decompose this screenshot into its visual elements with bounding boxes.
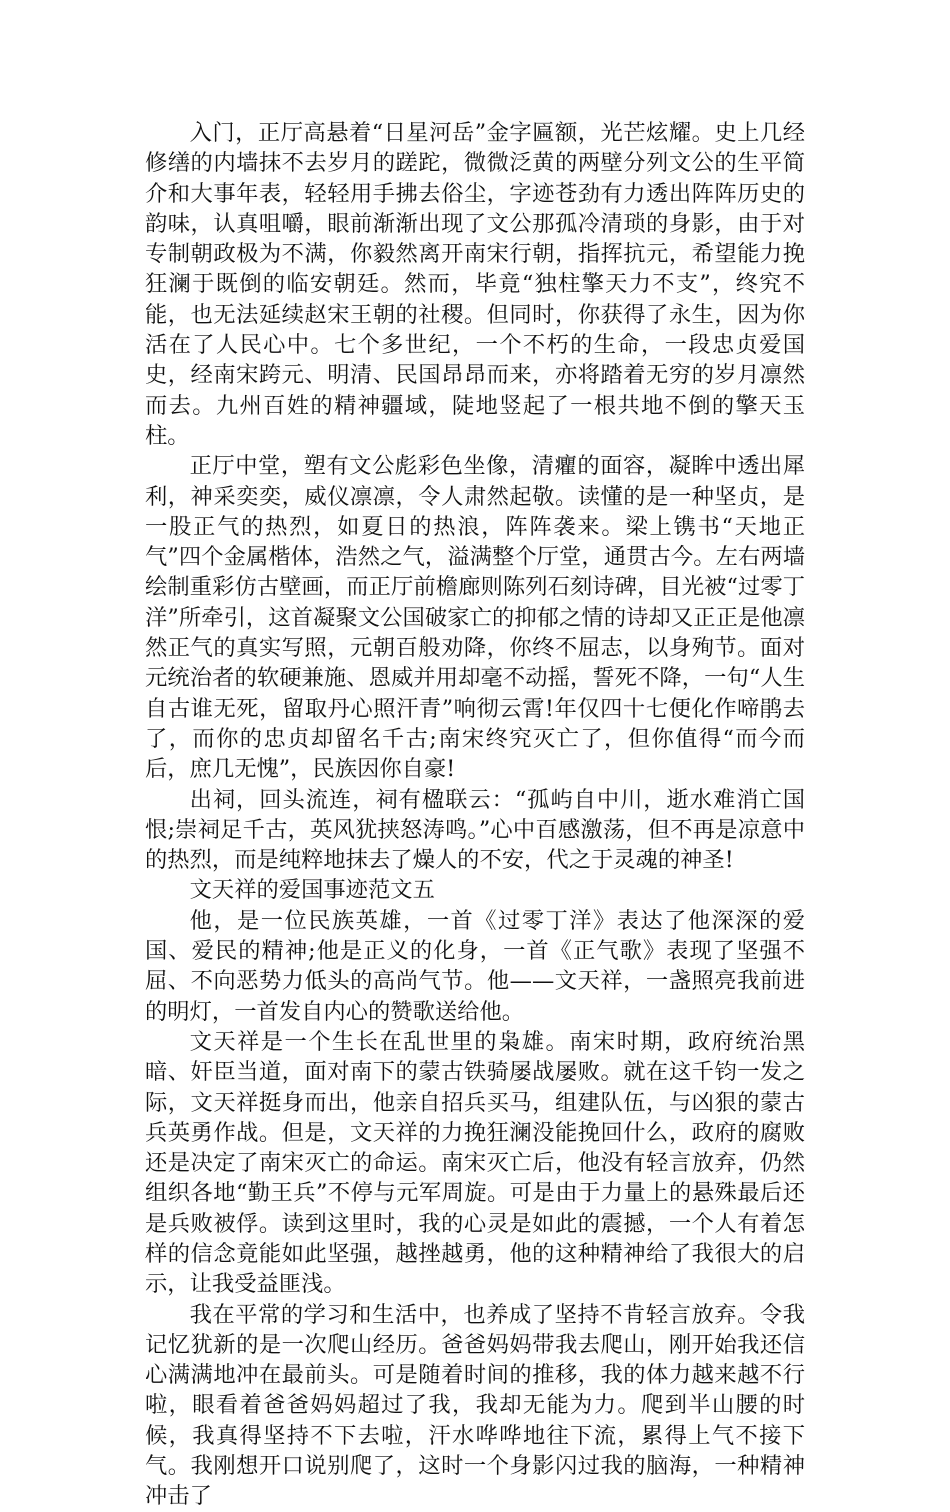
paragraph-mountain-climb: 我在平常的学习和生活中，也养成了坚持不肯轻言放弃。令我记忆犹新的是一次爬山经历。爸爸妈妈带我去爬山，刚开始我还信心满满地冲在最前头。可是随着时间的推移，我的体力越来越不行啦，眼看着爸爸妈妈超过了我，我却无能为力。爬到半山腰的时候，我真得坚持不下去啦，汗水哗哗地往下流，累得上气不接下气。我刚想开口说别爬了，这时一个身影闪过我的脑海，一种精神冲击了 (145, 1301, 805, 1510)
paragraph-national-hero: 他，是一位民族英雄，一首《过零丁洋》表达了他深深的爱国、爱民的精神;他是正义的化身，一首《正气歌》表现了坚强不屈、不向恶势力低头的高尚气节。他——文天祥，一盏照亮我前进的明灯，一首发自内心的赞歌送给他。 (145, 907, 805, 1025)
section-title: 文天祥的爱国事迹范文五 (189, 877, 435, 904)
paragraph-leaving-shrine: 出祠，回头流连，祠有楹联云：“孤屿自中川，逝水难消亡国恨;崇祠足千古，英风犹挟怒涛鸣。”心中百感激荡，但不再是凉意中的热烈，而是纯粹地抹去了燥人的不安，代之于灵魂的神圣! (145, 786, 805, 874)
paragraph-troubled-times: 文天祥是一个生长在乱世里的枭雄。南宋时期，政府统治黑暗、奸臣当道，面对南下的蒙古铁骑屡战屡败。就在这千钧一发之际，文天祥挺身而出，他亲自招兵买马，组建队伍，与凶狠的蒙古兵英勇作战。但是，文天祥的力挽狂澜没能挽回什么，政府的腐败还是决定了南宋灭亡的命运。南宋灭亡后，他没有轻言放弃，仍然组织各地“勤王兵”不停与元军周旋。可是由于力量上的悬殊最后还是兵败被俘。读到这里时，我的心灵是如此的震撼，一个人有着怎样的信念竟能如此坚强，越挫越勇，他的这种精神给了我很大的启示，让我受益匪浅。 (145, 1028, 805, 1298)
paragraph-entrance-hall: 入门，正厅高悬着“日星河岳”金字匾额，光芒炫耀。史上几经修缮的内墙抹不去岁月的蹉跎，微微泛黄的两壁分列文公的生平简介和大事年表，轻轻用手拂去俗尘，字迹苍劲有力透出阵阵历史的韵味，认真咀嚼，眼前渐渐出现了文公那孤冷清琐的身影，由于对专制朝政极为不满，你毅然离开南宋行朝，指挥抗元，希望能力挽狂澜于既倒的临安朝廷。然而，毕竟“独柱擎天力不支”，终究不能，也无法延续赵宋王朝的社稷。但同时，你获得了永生，因为你活在了人民心中。七个多世纪，一个不朽的生命，一段忠贞爱国史，经南宋跨元、明清、民国昂昂而来，亦将踏着无穷的岁月凛然而去。九州百姓的精神疆域，陡地竖起了一根共地不倒的擎天玉柱。 (145, 120, 805, 449)
document-body (145, 118, 805, 1512)
paragraph-central-hall: 正厅中堂，塑有文公彪彩色坐像，清癯的面容，凝眸中透出犀利，神采奕奕，威仪凛凛，令人肃然起敬。读懂的是一种坚贞，是一股正气的热烈，如夏日的热浪，阵阵袭来。梁上镌书“天地正气”四个金属楷体，浩然之气，溢满整个厅堂，通贯古今。左右两墙绘制重彩仿古壁画，而正厅前檐廊则陈列石刻诗碑，目光被“过零丁洋”所牵引，这首凝聚文公国破家亡的抑郁之情的诗却又正正是他凛然正气的真实写照，元朝百般劝降，你终不屈志，以身殉节。面对元统治者的软硬兼施、恩威并用却毫不动摇，誓死不降，一句“人生自古谁无死，留取丹心照汗青”响彻云霄!年仅四十七便化作啼鹃去了，而你的忠贞却留名千古;南宋终究灭亡了，但你值得“而今而后，庶几无愧”，民族因你自豪! (145, 453, 805, 783)
